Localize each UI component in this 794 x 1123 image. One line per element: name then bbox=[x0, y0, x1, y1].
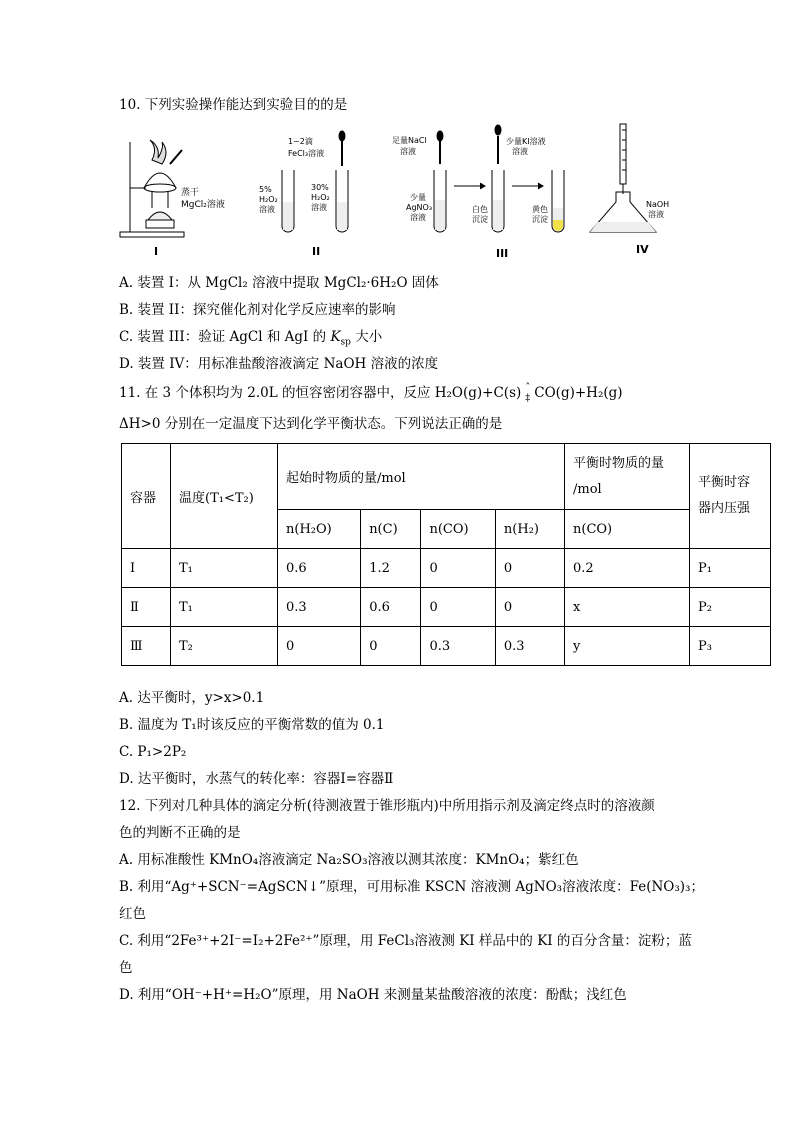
cell: 0 bbox=[421, 588, 495, 627]
q12-stem-1: 12. 下列对几种具体的滴定分析(待测液置于锥形瓶内)中所用指示剂及滴定终点时的溶液颜 bbox=[119, 798, 655, 814]
q12-option-b-2: 红色 bbox=[119, 906, 146, 922]
iii-label: III bbox=[496, 247, 509, 260]
th-start: 起始时物质的量/mol bbox=[278, 444, 565, 510]
iv-text-1: NaOH bbox=[646, 200, 670, 209]
q12-option-a: A. 用标准酸性 KMnO₄溶液滴定 Na₂SO₃溶液以测其浓度：KMnO₄；紫红色 bbox=[119, 852, 579, 868]
ii-left-2: H₂O₂ bbox=[259, 195, 278, 204]
q12-option-c-2: 色 bbox=[119, 960, 133, 976]
q11-option-a: A. 达平衡时，y>x>0.1 bbox=[119, 690, 265, 706]
cell: 1.2 bbox=[361, 549, 421, 588]
q11-stem-a: 11. 在 3 个体积均为 2.0L 的恒容密闭容器中，反应 H₂O(g)+C(s) bbox=[119, 385, 522, 401]
th-p-1: 平衡时容 bbox=[698, 475, 751, 490]
cell: 0.6 bbox=[361, 588, 421, 627]
arrow-top: ˆ bbox=[525, 382, 531, 394]
q12-option-b-1: B. 利用“Ag⁺+SCN⁻=AgSCN↓”原理，可用标准 KSCN 溶液测 AgNO₃溶液浓度：Fe(NO₃)₃； bbox=[119, 879, 704, 895]
iii-d-1: 白色 bbox=[472, 205, 488, 214]
cell: 0 bbox=[361, 627, 421, 666]
q10-option-c-pre: C. 装置 III：验证 AgCl 和 AgI 的 bbox=[119, 329, 331, 345]
th-eq bbox=[565, 444, 690, 510]
i-text-1: 蒸干 bbox=[181, 188, 200, 198]
ii-left-3: 溶液 bbox=[259, 205, 275, 214]
ksp-k: K bbox=[330, 329, 341, 345]
cell: T₁ bbox=[171, 588, 278, 627]
cell: Ⅲ bbox=[122, 627, 171, 666]
th-temp: 温度(T₁<T₂) bbox=[171, 444, 278, 549]
q10-option-a: A. 装置 I：从 MgCl₂ 溶液中提取 MgCl₂·6H₂O 固体 bbox=[119, 275, 439, 291]
iii-b-2: AgNO₃ bbox=[406, 203, 433, 212]
table-row bbox=[122, 627, 771, 666]
ii-right-3: 溶液 bbox=[311, 203, 327, 212]
th-eq-1: 平衡时物质的量 bbox=[573, 455, 665, 471]
cell: 0.3 bbox=[421, 627, 495, 666]
cell: P₃ bbox=[690, 627, 771, 666]
cell: 0.3 bbox=[278, 588, 361, 627]
apparatus-i-evaporation bbox=[120, 140, 184, 237]
sub-eq-co: n(CO) bbox=[565, 510, 690, 549]
apparatus-ii-catalyst bbox=[282, 131, 348, 232]
cell: 0 bbox=[495, 549, 564, 588]
q11-option-d: D. 达平衡时，水蒸气的转化率：容器Ⅰ=容器Ⅱ bbox=[119, 771, 394, 787]
iii-c-1: 少量KI溶液 bbox=[506, 137, 546, 146]
th-container: 容器 bbox=[122, 444, 171, 549]
iii-c-2: 溶液 bbox=[512, 147, 528, 156]
cell: 0 bbox=[495, 588, 564, 627]
q12-option-d: D. 利用“OH⁻+H⁺=H₂O”原理，用 NaOH 来测量某盐酸溶液的浓度：酚酞；浅红色 bbox=[119, 987, 627, 1003]
th-pressure bbox=[690, 444, 771, 549]
q11-stem-b: CO(g)+H₂(g) bbox=[534, 385, 623, 401]
q10-stem: 10. 下列实验操作能达到实验目的的是 bbox=[119, 97, 348, 113]
cell: Ⅱ bbox=[122, 588, 171, 627]
sub-c: n(C) bbox=[361, 510, 421, 549]
iii-a-2: 溶液 bbox=[400, 147, 416, 156]
iii-e-1: 黄色 bbox=[532, 205, 548, 214]
q12-option-c-1: C. 利用“2Fe³⁺+2I⁻=I₂+2Fe²⁺”原理，用 FeCl₃溶液测 KI 样品中的 KI 的百分含量：淀粉；蓝 bbox=[119, 933, 692, 949]
equilibrium-arrow-icon bbox=[525, 384, 530, 404]
sub-co: n(CO) bbox=[421, 510, 495, 549]
cell: 0.3 bbox=[495, 627, 564, 666]
iii-b-1: 少量 bbox=[410, 193, 426, 202]
iii-d-2: 沉淀 bbox=[472, 215, 488, 224]
q11-stem-line-2: ΔH>0 分别在一定温度下达到化学平衡状态。下列说法正确的是 bbox=[119, 416, 503, 432]
cell: P₂ bbox=[690, 588, 771, 627]
sub-h2o: n(H₂O) bbox=[278, 510, 361, 549]
ii-drop-2: FeCl₃溶液 bbox=[288, 149, 325, 158]
apparatus-iv-titration bbox=[590, 124, 656, 232]
ii-right-1: 30% bbox=[311, 183, 329, 192]
cell: 0 bbox=[278, 627, 361, 666]
iv-text-2: 溶液 bbox=[648, 210, 664, 219]
cell: Ⅰ bbox=[122, 549, 171, 588]
q10-option-b: B. 装置 II：探究催化剂对化学反应速率的影响 bbox=[119, 302, 396, 318]
cell: 0.6 bbox=[278, 549, 361, 588]
ii-label: II bbox=[312, 245, 321, 258]
i-text-2: MgCl₂溶液 bbox=[181, 200, 225, 210]
th-eq-2: /mol bbox=[573, 481, 602, 497]
q10-option-d: D. 装置 IV：用标准盐酸溶液滴定 NaOH 溶液的浓度 bbox=[119, 356, 439, 372]
th-p-2: 器内压强 bbox=[698, 501, 751, 516]
cell: 0.2 bbox=[565, 549, 690, 588]
sub-h2: n(H₂) bbox=[495, 510, 564, 549]
cell: T₂ bbox=[171, 627, 278, 666]
q11-stem-line-1 bbox=[119, 383, 623, 404]
table-row bbox=[122, 549, 771, 588]
iii-a-1: 足量NaCl bbox=[392, 136, 427, 145]
table-row bbox=[122, 588, 771, 627]
cell: x bbox=[565, 588, 690, 627]
q11-option-c: C. P₁>2P₂ bbox=[119, 744, 187, 760]
q12-stem-2: 色的判断不正确的是 bbox=[119, 825, 241, 841]
q11-table bbox=[121, 443, 771, 666]
q10-apparatus-figure bbox=[118, 120, 678, 265]
ii-drop-1: 1~2滴 bbox=[288, 137, 313, 146]
cell: P₁ bbox=[690, 549, 771, 588]
q10-option-c bbox=[119, 327, 382, 347]
q10-option-c-post: 大小 bbox=[350, 329, 383, 345]
cell: T₁ bbox=[171, 549, 278, 588]
ksp-sp: sp bbox=[340, 337, 351, 348]
iii-b-3: 溶液 bbox=[410, 213, 426, 222]
cell: y bbox=[565, 627, 690, 666]
arrow-bottom: ‡ bbox=[525, 392, 531, 404]
iii-e-2: 沉淀 bbox=[532, 215, 548, 224]
ii-left-1: 5% bbox=[259, 185, 272, 194]
cell: 0 bbox=[421, 549, 495, 588]
iv-label: IV bbox=[636, 243, 649, 256]
q11-option-b: B. 温度为 T₁时该反应的平衡常数的值为 0.1 bbox=[119, 717, 385, 733]
i-label: I bbox=[154, 245, 159, 258]
ii-right-2: H₂O₂ bbox=[311, 193, 330, 202]
